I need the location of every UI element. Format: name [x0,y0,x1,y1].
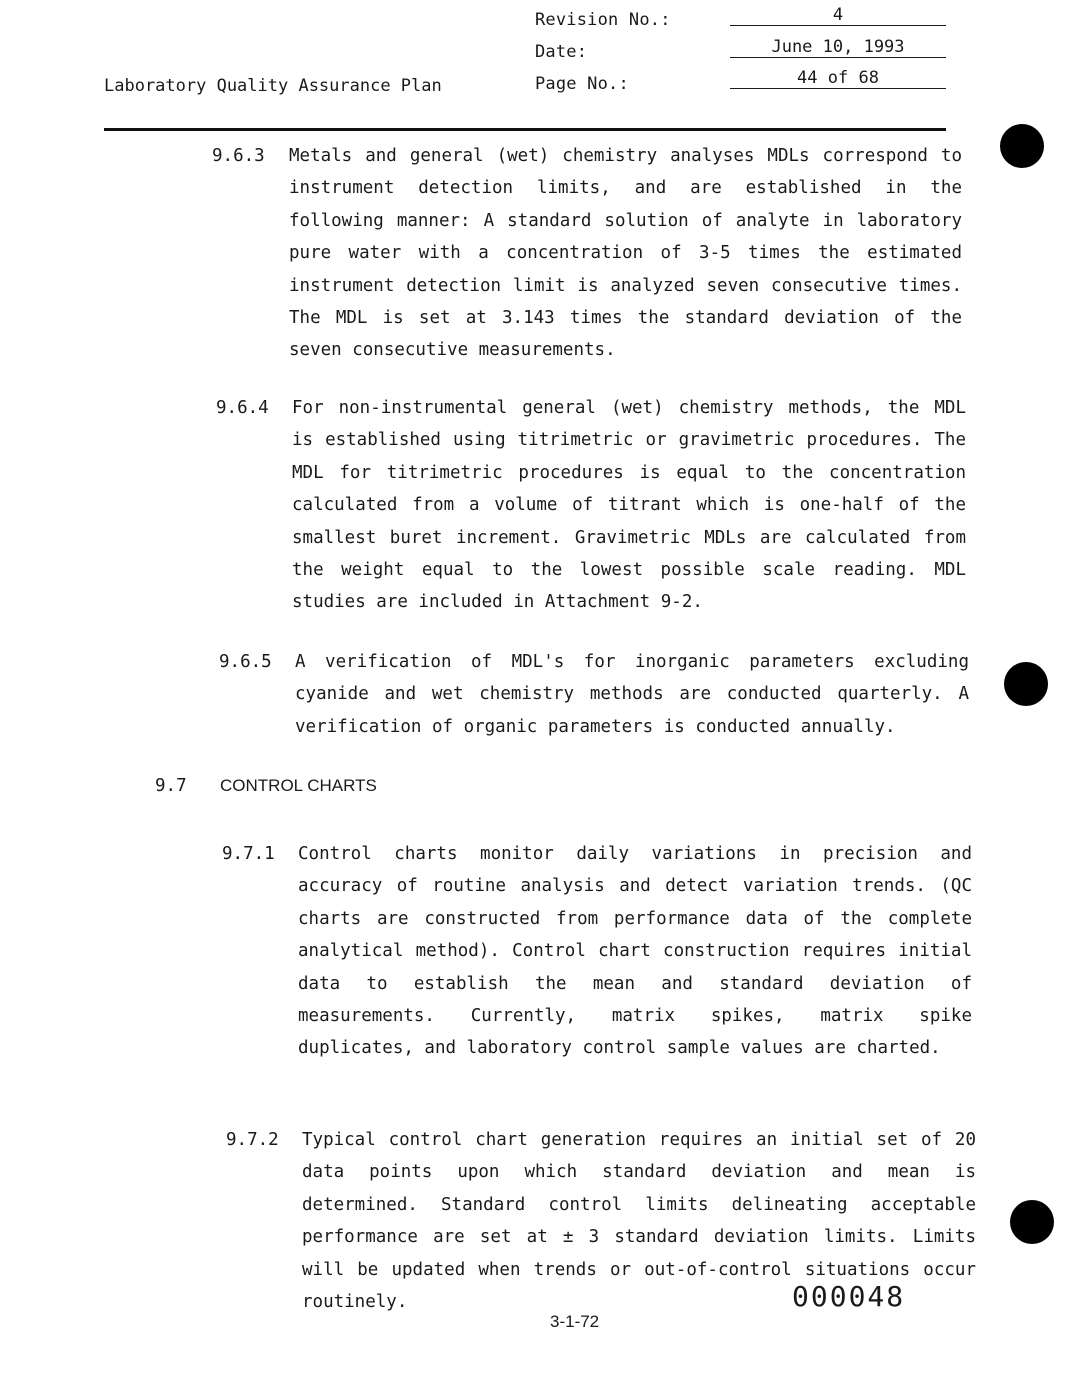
header-divider [104,128,946,131]
section-9-6-4 [216,392,976,622]
page-value: 44 of 68 [730,68,946,89]
section-number: 9.7.1 [222,844,275,864]
binder-hole-bottom [1010,1200,1054,1244]
section-number: 9.6.3 [212,146,265,166]
section-number: 9.7 [155,776,187,796]
document-stamp-number: 000048 [792,1280,906,1313]
revision-value: 4 [730,5,946,26]
section-9-6-3 [212,140,972,370]
section-9-7-1 [222,838,982,1100]
revision-label: Revision No.: [535,10,671,30]
section-9-7-heading [155,776,555,802]
section-text: Typical control chart generation requires an initial set of 20 data points upon which standard deviation and mean is determined. Standard control limits delineating acceptable performance are set at ± 3 standard deviation limits. Limits will be updated when trends or out-of-control situations occur routinely. [302,1130,976,1313]
date-value: June 10, 1993 [730,37,946,58]
date-label: Date: [535,42,588,62]
section-number: 9.6.4 [216,398,269,418]
page-label: Page No.: [535,74,629,94]
section-number: 9.7.2 [226,1130,279,1150]
section-text: A verification of MDL's for inorganic parameters excluding cyanide and wet chemistry methods are conducted quarterly. A verification of organic parameters is conducted annually. [295,652,969,737]
page-code: 3-1-72 [550,1312,600,1331]
binder-hole-top [1000,124,1044,168]
section-text: Metals and general (wet) chemistry analyses MDLs correspond to instrument detection limits, and are established in the following manner: A standard solution of analyte in laboratory pure water with a concentration of 3-5 times the estimated instrument detection limit is analyzed seven consecutive times. The MDL is set at 3.143 times the standard deviation of the seven consecutive measurements. [289,146,962,361]
section-number: 9.6.5 [219,652,272,672]
section-text: For non-instrumental general (wet) chemistry methods, the MDL is established using titrimetric or gravimetric procedures. The MDL for titrimetric procedures is equal to the concentration calculated from a volume of titrant which is one-half of the smallest buret increment. Gravimetric MDLs are calculated from the weight equal to the lowest possible scale reading. MDL studies are included in Attachment 9-2. [292,398,966,613]
section-text: Control charts monitor daily variations in precision and accuracy of routine analysis and detect variation trends. (QC charts are constructed from performance data of the complete analytical method). Control chart construction requires initial data to establish the mean and standard deviation of measurements. Currently, matrix spikes, matrix spike duplicates, and laboratory control sample values are charted. [298,844,972,1059]
section-9-6-5 [219,646,979,746]
binder-hole-middle [1004,662,1048,706]
section-title: CONTROL CHARTS [220,776,377,795]
plan-title: Laboratory Quality Assurance Plan [104,76,442,96]
